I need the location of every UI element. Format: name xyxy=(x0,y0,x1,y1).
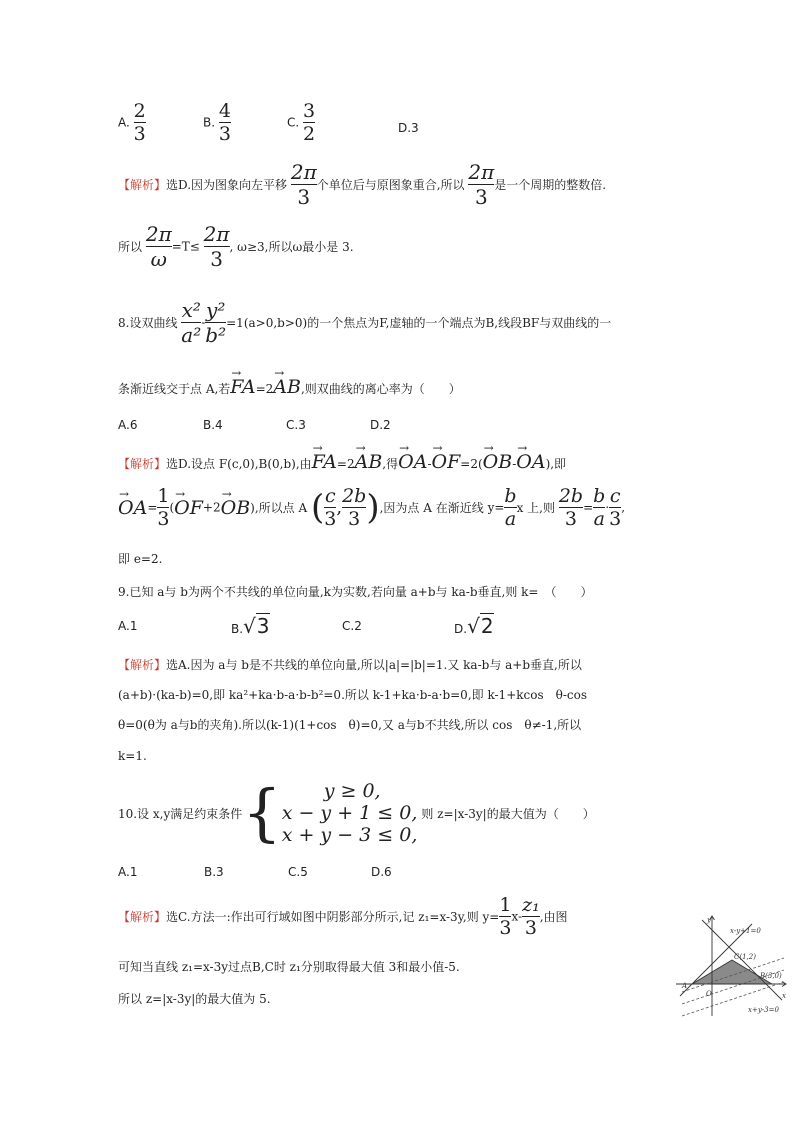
solution-tag: 【解析】 xyxy=(118,457,167,471)
label-x: x xyxy=(782,992,786,1000)
q9-solution-line1: 【解析】选A.因为 a与 b是不共线的单位向量,所以|a|=|b|=1.又 ka-b与 a+b垂直,所以 xyxy=(118,658,582,672)
q8-solution-line2: → OA= $\frac{1}{3}$ (→ OF+2→ OB),所以点 A ( $\frac{c}{3}$ , $\frac{2b}{3}$ ),因为点 A 在渐近线 y= $\frac{b}{a}$ x 上,则 $\frac{2b}{3}$ = $\frac{b}{a}$ · $\frac{c}{3}$ , xyxy=(118,485,625,530)
q8-solution-line3: 即 e=2. xyxy=(118,552,163,566)
q8-stem-line1: 8.设双曲线 $\frac{\text{x²}}{\text{a²}}$ - $\frac{\text{y²}}{\text{b²}}$ =1(a>0,b>0)的一个焦点为F,虚轴的一个端点为B,线段BF与双曲线的一 xyxy=(118,298,612,347)
label-A: A xyxy=(682,982,688,990)
q10-solution-line1: 【解析】选C.方法一:作出可行域如图中阴影部分所示,记 z₁=x-3y,则 y= $\frac{1}{3}$ x- $\frac{\text{z₁}}{3}$ ,由图 xyxy=(118,894,568,939)
label-y: y xyxy=(707,916,711,924)
q10-solution-line3: 所以 z=|x-3y|的最大值为 5. xyxy=(118,992,271,1006)
label-line2: x+y-3=0 xyxy=(748,1006,779,1014)
solution-tag: 【解析】 xyxy=(118,658,167,672)
q7-option-a: A. $\frac{2}{3}$ xyxy=(118,100,146,145)
solution-tag: 【解析】 xyxy=(118,910,167,924)
q9-stem: 9.已知 a与 b为两个不共线的单位向量,k为实数,若向量 a+b与 ka-b垂直,则 k= （ ） xyxy=(118,585,593,599)
constraint-system: y ≥ 0, x − y + 1 ≤ 0, x + y − 3 ≤ 0, xyxy=(281,780,418,846)
q8-stem-line2: 条渐近线交于点 A,若→ FA=2→ AB,则双曲线的离心率为（ ） xyxy=(118,376,461,398)
q9-solution-line4: k=1. xyxy=(118,749,147,763)
q9-solution-line2: (a+b)·(ka-b)=0,即 ka²+ka·b-a·b-b²=0.所以 k-1+ka·b-a·b=0,即 k-1+kcos θ-cos xyxy=(118,688,588,702)
q7-option-c: C. $\frac{3}{2}$ xyxy=(287,100,316,145)
q10-solution-line2: 可知当直线 z₁=x-3y过点B,C时 z₁分别取得最大值 3和最小值-5. xyxy=(118,960,460,974)
q10-options: A.1 B.3 C.5 D.6 xyxy=(118,865,392,879)
feasible-region-figure xyxy=(672,912,790,1018)
constraint-brace: { xyxy=(242,776,282,849)
q10-stem: 10.设 x,y满足约束条件 { y ≥ 0, x − y + 1 ≤ 0, x + y − 3 ≤ 0, 则 z=|x-3y|的最大值为（ ） xyxy=(118,776,595,849)
label-line1: x-y+1=0 xyxy=(730,927,761,935)
q7-solution-line2: 所以 $\frac{2\pi}{\omega}$ =T≤ $\frac{2\pi}{3}$ , ω≥3,所以ω最小是 3. xyxy=(118,222,354,271)
q7-option-b: B. $\frac{4}{3}$ xyxy=(203,100,231,145)
q8-solution-line1: 【解析】选D.设点 F(c,0),B(0,b),由→ FA=2→ AB,得→ OA-→ OF=2(→ OB-→ OA),即 xyxy=(118,451,566,473)
label-C: C(1,2) xyxy=(734,953,756,961)
label-B: B(3,0) xyxy=(760,972,782,980)
q8-options: A.6 B.4 C.3 D.2 xyxy=(118,418,391,432)
q9-options: A.1 B.√3 C.2 D.√2 xyxy=(118,614,494,638)
q9-solution-line3: θ=0(θ为 a与b的夹角).所以(k-1)(1+cos θ)=0,又 a与b不共线,所以 cos θ≠-1,所以 xyxy=(118,718,582,732)
solution-tag: 【解析】 xyxy=(118,178,167,192)
q7-option-d: D.3 xyxy=(398,121,419,135)
q7-solution-line1: 【解析】选D.因为图象向左平移 $\frac{2\pi}{3}$ 个单位后与原图象重合,所以 $\frac{2\pi}{3}$ 是一个周期的整数倍. xyxy=(118,160,607,209)
label-O: O xyxy=(706,990,712,998)
